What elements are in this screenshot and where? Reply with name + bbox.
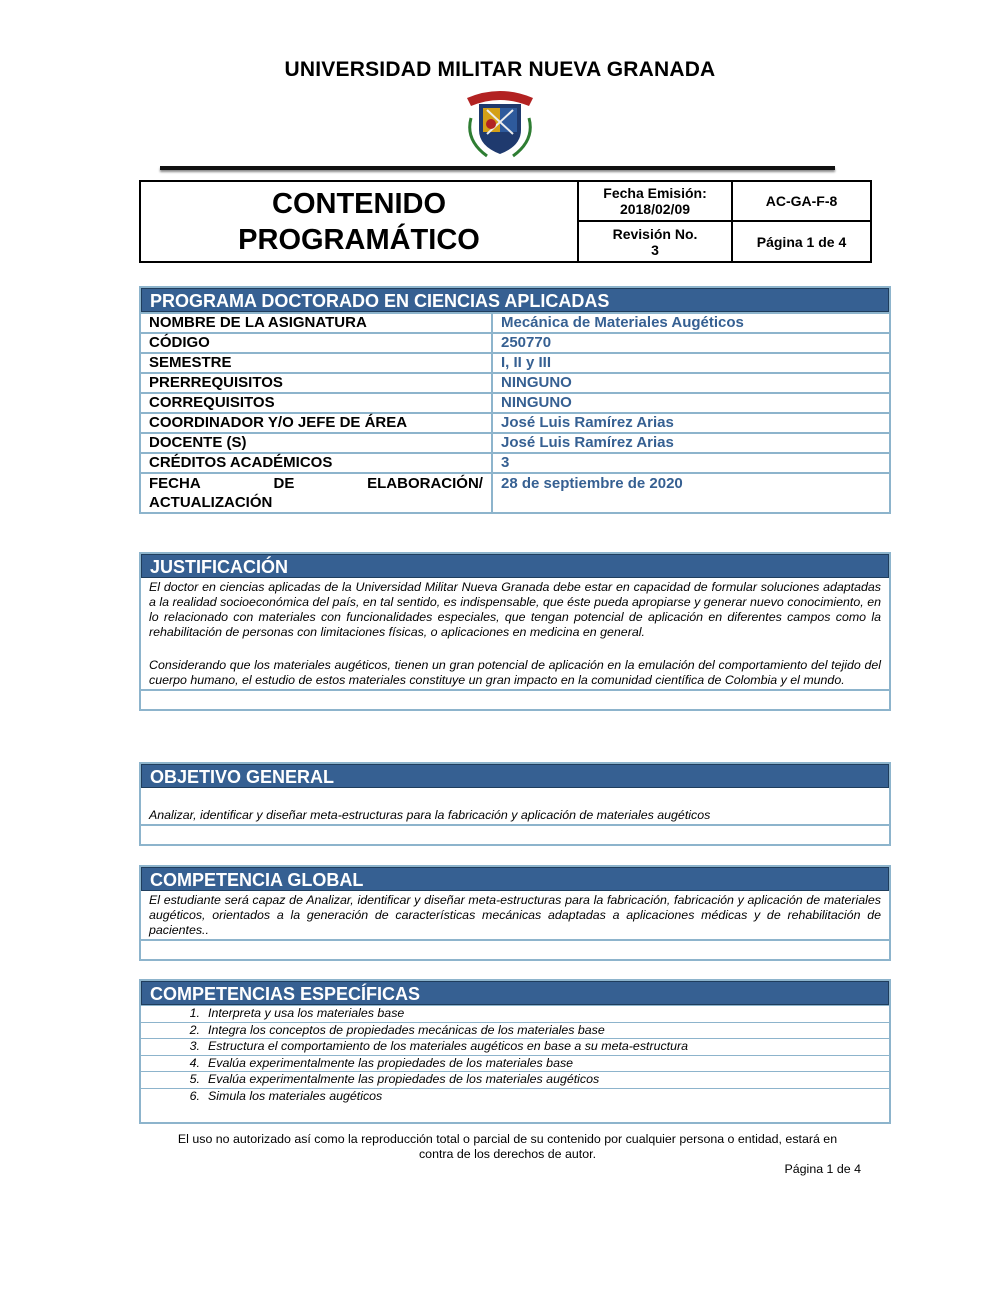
list-item-text: Estructura el comportamiento de los materiales augéticos en base a su meta-estructura — [208, 1039, 689, 1053]
objetivo-general-title: OBJETIVO GENERAL — [141, 764, 889, 788]
table-row — [141, 472, 889, 512]
list-item — [141, 1071, 889, 1088]
table-row — [141, 352, 889, 372]
justificacion-section — [139, 552, 891, 711]
row-label: NOMBRE DE LA ASIGNATURA — [141, 314, 493, 332]
empty-row — [141, 824, 889, 844]
objetivo-general-section — [139, 762, 891, 846]
fecha-elaboracion-value: 28 de septiembre de 2020 — [501, 475, 683, 492]
list-item-number: 2. — [189, 1022, 200, 1037]
table-row — [141, 372, 889, 392]
objetivo-general-text: Analizar, identificar y diseñar meta-estructuras para la fabricación y aplicación de materiales augéticos — [149, 808, 711, 822]
row-label: COORDINADOR Y/O JEFE DE ÁREA — [141, 414, 493, 432]
list-item — [141, 1005, 889, 1022]
row-value: I, II y III — [501, 354, 552, 371]
table-row — [141, 332, 889, 352]
row-value: 250770 — [501, 334, 552, 351]
empty-row — [141, 939, 889, 959]
list-item — [141, 1055, 889, 1072]
document-header-box — [139, 180, 872, 263]
list-item-text: Evalúa experimentalmente las propiedades de los materiales base — [208, 1055, 574, 1070]
list-item-text: Interpreta y usa los materiales base — [208, 1006, 405, 1020]
list-item — [141, 1038, 889, 1055]
empty-row — [141, 689, 889, 709]
row-label: CORREQUISITOS — [141, 394, 493, 412]
row-value: José Luis Ramírez Arias — [501, 434, 674, 451]
row-value: 3 — [501, 454, 510, 471]
row-label: PRERREQUISITOS — [141, 374, 493, 392]
header-rule — [160, 166, 835, 170]
document-title: CONTENIDO PROGRAMÁTICO — [141, 182, 579, 261]
list-item-number: 1. — [189, 1006, 200, 1020]
list-item-text: Evalúa experimentalmente las propiedades de los materiales augéticos — [208, 1072, 600, 1086]
row-label: CÓDIGO — [141, 334, 493, 352]
footer-page-number: Página 1 de 4 — [784, 1162, 861, 1176]
table-row — [141, 312, 889, 332]
table-row — [141, 452, 889, 472]
row-label: SEMESTRE — [141, 354, 493, 372]
competencias-especificas-title: COMPETENCIAS ESPECÍFICAS — [141, 981, 889, 1005]
list-item-number: 3. — [189, 1039, 200, 1053]
list-item-number: 5. — [189, 1072, 200, 1086]
fecha-emision-cell: Fecha Emisión: 2018/02/09 — [579, 182, 733, 222]
table-row — [141, 392, 889, 412]
row-value: NINGUNO — [501, 374, 572, 391]
program-info-table — [139, 286, 891, 514]
copyright-notice: El uso no autorizado así como la reproducción total o parcial de su contenido por cualquier persona o entidad, estará en contra de los derechos de autor. — [177, 1132, 838, 1161]
list-item — [141, 1088, 889, 1105]
row-value: José Luis Ramírez Arias — [501, 414, 674, 431]
competencias-especificas-section — [139, 979, 891, 1124]
revision-cell: Revisión No. 3 — [579, 222, 733, 261]
university-crest-logo — [457, 84, 543, 162]
competencia-global-text: El estudiante será capaz de Analizar, identificar y diseñar meta-estructuras para la fabricación, fabricación y aplicación de materiales augéticos, orientados a la generación de características mecánicas adaptadas a aplicaciones médicas y de rehabilitación de pacientes.. — [149, 893, 881, 937]
justificacion-title: JUSTIFICACIÓN — [141, 554, 889, 578]
document-code-cell: AC-GA-F-8 — [733, 182, 870, 222]
row-value: Mecánica de Materiales Augéticos — [501, 314, 744, 331]
justificacion-paragraph-1: El doctor en ciencias aplicadas de la Universidad Militar Nueva Granada debe estar en capacidad de formular soluciones adaptadas a la realidad socioeconómica del país, en tal sentido, es indispensable, que éste pueda apropiarse y generar nuevo conocimiento, en lo relacionado con materiales con funcionalidades especiales, que tengan potencial de aplicación en diferentes campos como la rehabilitación de personas con limitaciones físicas, o aplicaciones en medicina en general. — [149, 580, 881, 639]
list-item-text: Simula los materiales augéticos — [208, 1088, 383, 1103]
page-number-cell: Página 1 de 4 — [756, 233, 847, 250]
program-title: PROGRAMA DOCTORADO EN CIENCIAS APLICADAS — [141, 288, 889, 312]
list-item — [141, 1022, 889, 1039]
table-row — [141, 412, 889, 432]
justificacion-paragraph-2: Considerando que los materiales augéticos, tienen un gran potencial de aplicación en la emulación del comportamiento del tejido del cuerpo humano, el estudio de estos materiales constituye un gran impacto en la comunidad científica de Colombia y el mundo. — [149, 658, 881, 687]
university-title: UNIVERSIDAD MILITAR NUEVA GRANADA — [284, 58, 716, 81]
row-label: CRÉDITOS ACADÉMICOS — [141, 454, 493, 472]
row-value: NINGUNO — [501, 394, 572, 411]
competencia-global-title: COMPETENCIA GLOBAL — [141, 867, 889, 891]
row-label: DOCENTE (S) — [141, 434, 493, 452]
list-item-number: 6. — [189, 1088, 200, 1103]
list-item-text: Integra los conceptos de propiedades mecánicas de los materiales base — [208, 1022, 605, 1037]
list-item-number: 4. — [189, 1055, 200, 1070]
table-row — [141, 432, 889, 452]
fecha-elaboracion-label: FECHA DE ELABORACIÓN/ ACTUALIZACIÓN — [141, 474, 493, 512]
competencia-global-section — [139, 865, 891, 961]
